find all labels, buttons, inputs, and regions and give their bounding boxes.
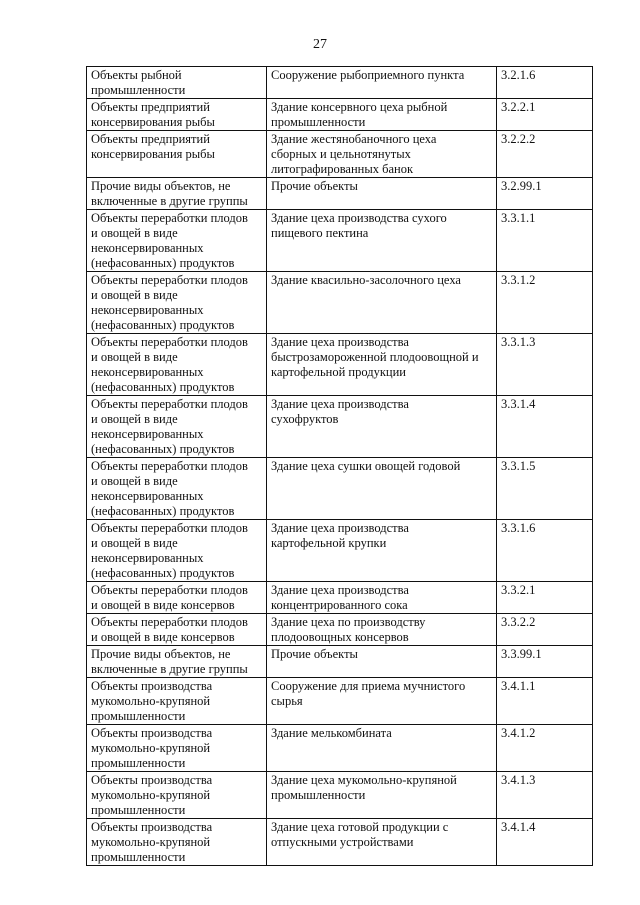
object-code-cell: 3.2.1.6 <box>497 67 593 99</box>
object-name-cell: Сооружение рыбоприемного пункта <box>267 67 497 99</box>
object-name-cell: Здание цеха готовой продукции с отпускными устройствами <box>267 819 497 866</box>
object-name-cell: Здание консервного цеха рыбной промышленности <box>267 99 497 131</box>
object-name-cell: Здание цеха производства концентрированного сока <box>267 582 497 614</box>
object-group-cell: Объекты производства мукомольно-крупяной промышленности <box>87 725 267 772</box>
object-group-cell: Объекты переработки плодов и овощей в виде неконсервированных (нефасованных) продуктов <box>87 334 267 396</box>
object-name-cell: Здание цеха сушки овощей годовой <box>267 458 497 520</box>
table-row <box>87 520 593 582</box>
object-code-cell: 3.3.99.1 <box>497 646 593 678</box>
object-code-cell: 3.2.2.2 <box>497 131 593 178</box>
object-name-cell: Прочие объекты <box>267 646 497 678</box>
table-row <box>87 725 593 772</box>
object-group-cell: Объекты производства мукомольно-крупяной промышленности <box>87 678 267 725</box>
object-code-cell: 3.2.99.1 <box>497 178 593 210</box>
table-row <box>87 178 593 210</box>
object-name-cell: Прочие объекты <box>267 178 497 210</box>
object-code-cell: 3.3.1.4 <box>497 396 593 458</box>
table-row <box>87 458 593 520</box>
object-name-cell: Здание цеха мукомольно-крупяной промышленности <box>267 772 497 819</box>
table-row <box>87 131 593 178</box>
table-row <box>87 99 593 131</box>
object-group-cell: Объекты переработки плодов и овощей в виде неконсервированных (нефасованных) продуктов <box>87 210 267 272</box>
object-group-cell: Объекты производства мукомольно-крупяной промышленности <box>87 819 267 866</box>
object-group-cell: Объекты производства мукомольно-крупяной промышленности <box>87 772 267 819</box>
object-code-cell: 3.4.1.4 <box>497 819 593 866</box>
classification-table <box>86 66 593 866</box>
object-name-cell: Здание цеха производства сухофруктов <box>267 396 497 458</box>
table-row <box>87 210 593 272</box>
object-code-cell: 3.3.1.6 <box>497 520 593 582</box>
table-body <box>87 67 593 866</box>
object-name-cell: Здание квасильно-засолочного цеха <box>267 272 497 334</box>
object-code-cell: 3.2.2.1 <box>497 99 593 131</box>
table-row <box>87 67 593 99</box>
table-row <box>87 272 593 334</box>
object-group-cell: Прочие виды объектов, не включенные в другие группы <box>87 646 267 678</box>
object-name-cell: Здание мелькомбината <box>267 725 497 772</box>
object-name-cell: Здание цеха производства картофельной крупки <box>267 520 497 582</box>
object-code-cell: 3.4.1.1 <box>497 678 593 725</box>
object-group-cell: Прочие виды объектов, не включенные в другие группы <box>87 178 267 210</box>
object-name-cell: Здание жестянобаночного цеха сборных и цельнотянутых литографированных банок <box>267 131 497 178</box>
table-row <box>87 334 593 396</box>
object-code-cell: 3.3.1.5 <box>497 458 593 520</box>
object-code-cell: 3.3.2.1 <box>497 582 593 614</box>
table-row <box>87 396 593 458</box>
object-group-cell: Объекты переработки плодов и овощей в виде консервов <box>87 614 267 646</box>
object-group-cell: Объекты переработки плодов и овощей в виде неконсервированных (нефасованных) продуктов <box>87 272 267 334</box>
table-row <box>87 582 593 614</box>
page-number: 27 <box>313 37 327 52</box>
object-code-cell: 3.3.2.2 <box>497 614 593 646</box>
object-code-cell: 3.3.1.2 <box>497 272 593 334</box>
object-name-cell: Здание цеха производства сухого пищевого пектина <box>267 210 497 272</box>
object-group-cell: Объекты предприятий консервирования рыбы <box>87 131 267 178</box>
object-group-cell: Объекты рыбной промышленности <box>87 67 267 99</box>
object-code-cell: 3.3.1.1 <box>497 210 593 272</box>
table-row <box>87 646 593 678</box>
object-code-cell: 3.4.1.2 <box>497 725 593 772</box>
object-group-cell: Объекты переработки плодов и овощей в виде неконсервированных (нефасованных) продуктов <box>87 458 267 520</box>
table-row <box>87 772 593 819</box>
table-row <box>87 678 593 725</box>
object-group-cell: Объекты переработки плодов и овощей в виде неконсервированных (нефасованных) продуктов <box>87 396 267 458</box>
object-group-cell: Объекты переработки плодов и овощей в виде консервов <box>87 582 267 614</box>
object-name-cell: Сооружение для приема мучнистого сырья <box>267 678 497 725</box>
object-name-cell: Здание цеха производства быстрозамороженной плодоовощной и картофельной продукции <box>267 334 497 396</box>
object-name-cell: Здание цеха по производству плодоовощных консервов <box>267 614 497 646</box>
table-row <box>87 819 593 866</box>
table-row <box>87 614 593 646</box>
object-code-cell: 3.4.1.3 <box>497 772 593 819</box>
object-group-cell: Объекты предприятий консервирования рыбы <box>87 99 267 131</box>
object-group-cell: Объекты переработки плодов и овощей в виде неконсервированных (нефасованных) продуктов <box>87 520 267 582</box>
object-code-cell: 3.3.1.3 <box>497 334 593 396</box>
